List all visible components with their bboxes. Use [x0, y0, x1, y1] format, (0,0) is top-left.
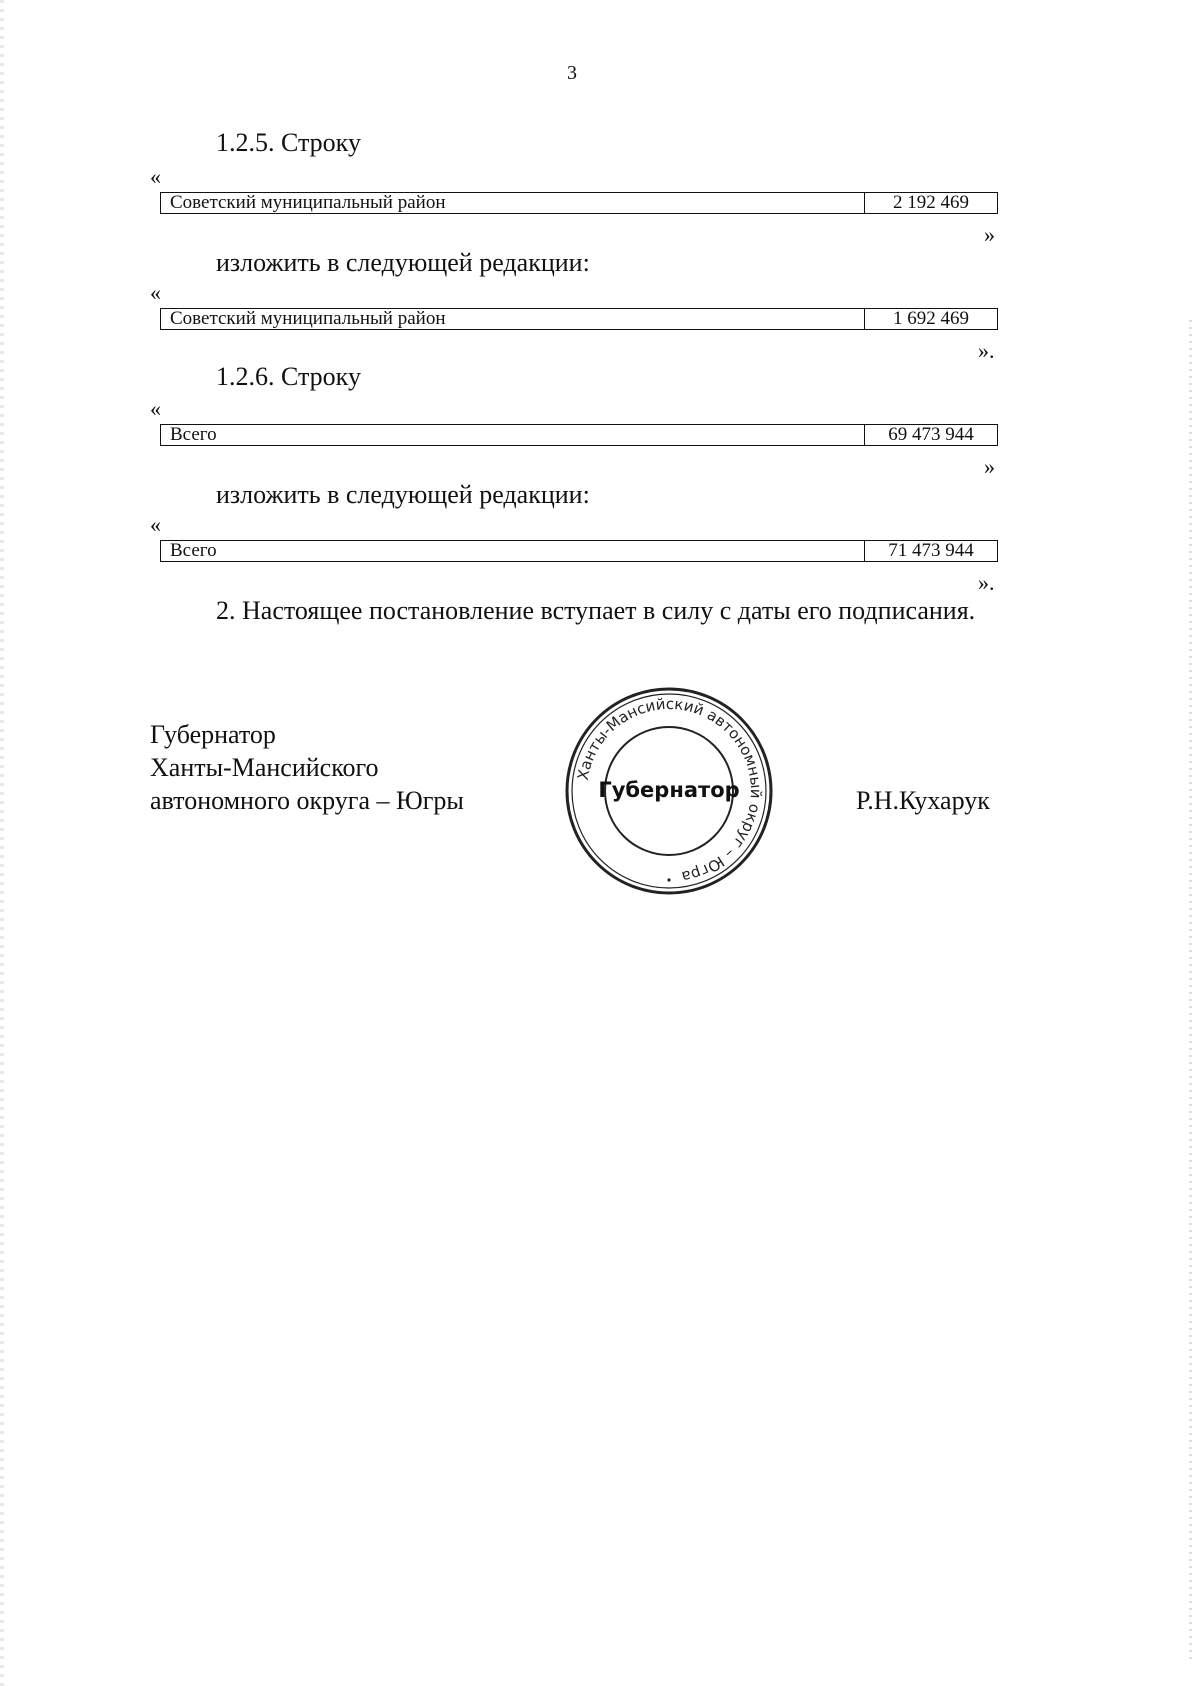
close-quote: ». [978, 570, 995, 595]
row-value: 71 473 944 [888, 540, 974, 561]
table-row-new-sovetsky [160, 308, 998, 330]
signatory-name: Р.Н.Кухарук [856, 786, 990, 815]
position-line-2: Ханты-Мансийского [150, 753, 379, 782]
heading-1-2-6: 1.2.6. Строку [216, 362, 361, 391]
table-row-old-total [160, 424, 998, 446]
instruction-1-2-6: изложить в следующей редакции: [216, 480, 590, 509]
signatory-position [150, 718, 464, 817]
table-row-old-sovetsky [160, 192, 998, 214]
scan-edge-left [0, 0, 4, 1686]
row-name: Советский муниципальный район [161, 309, 865, 329]
official-seal [564, 686, 774, 896]
seal-center-text: Губернатор [598, 778, 740, 802]
row-value: 1 692 469 [893, 308, 969, 329]
table-row-new-total [160, 540, 998, 562]
open-quote: « [150, 396, 161, 421]
row-value: 69 473 944 [888, 424, 974, 445]
instruction-1-2-5: изложить в следующей редакции: [216, 248, 590, 277]
seal-ring-text: Ханты-Мансийский автономный округ – Югра [573, 694, 766, 886]
row-name: Всего [161, 541, 865, 561]
position-line-1: Губернатор [150, 720, 276, 749]
close-quote: ». [978, 338, 995, 363]
heading-1-2-5: 1.2.5. Строку [216, 128, 361, 157]
row-name: Всего [161, 425, 865, 445]
page-number: 3 [567, 62, 577, 84]
open-quote: « [150, 280, 161, 305]
scan-edge-right [1189, 320, 1192, 1660]
open-quote: « [150, 512, 161, 537]
open-quote: « [150, 164, 161, 189]
position-line-3: автономного округа – Югры [150, 786, 464, 815]
row-value: 2 192 469 [893, 192, 969, 213]
close-quote: » [984, 454, 995, 479]
row-name: Советский муниципальный район [161, 193, 865, 213]
close-quote: » [984, 222, 995, 247]
clause-2: 2. Настоящее постановление вступает в силу с даты его подписания. [216, 596, 976, 625]
